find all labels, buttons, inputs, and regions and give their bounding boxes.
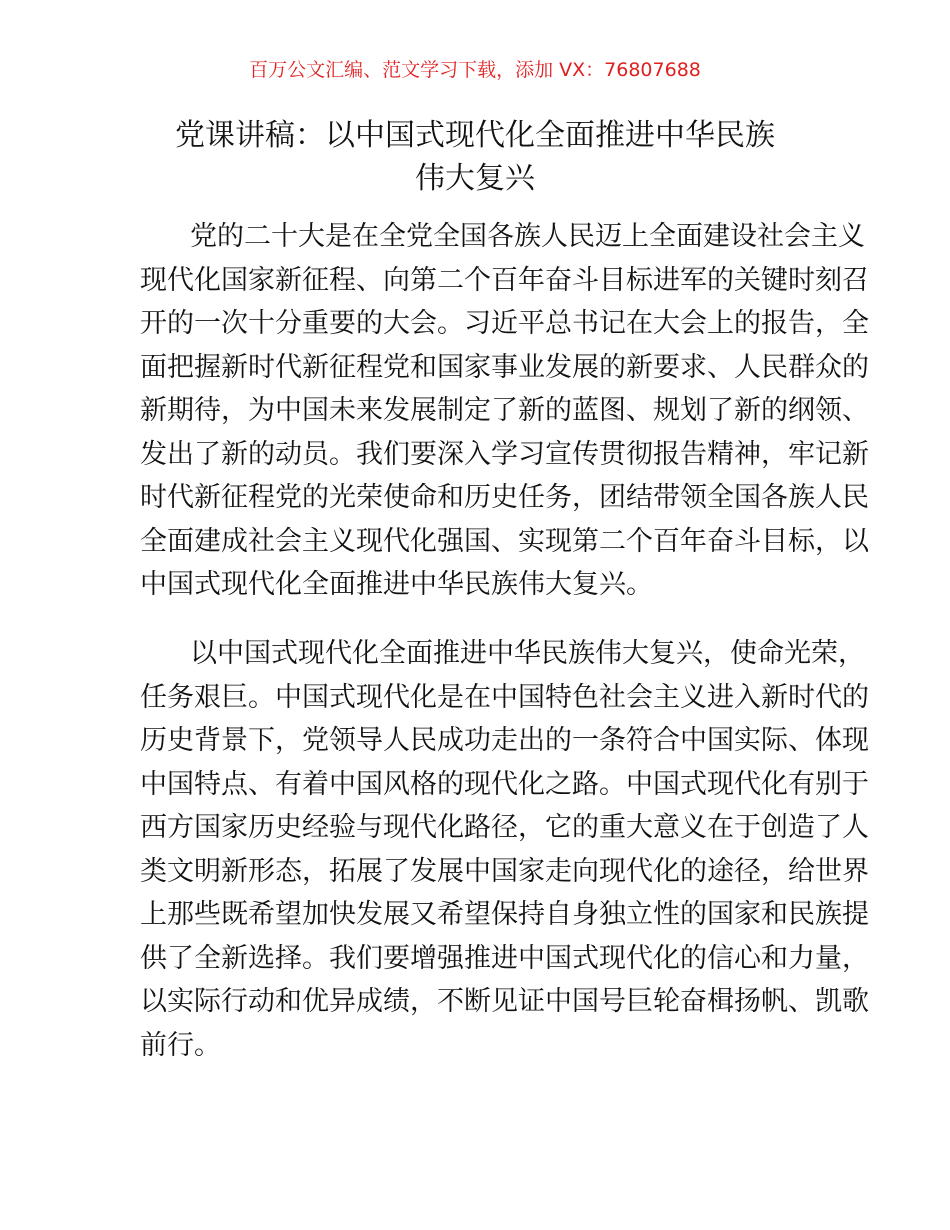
text-line: 开的一次十分重要的大会。习近平总书记在大会上的报告，全 — [140, 308, 869, 339]
text-line: 上那些既希望加快发展又希望保持自身独立性的国家和民族提 — [140, 899, 869, 930]
text-line: 以中国式现代化全面推进中华民族伟大复兴，使命光荣， — [190, 638, 865, 669]
text-line: 任务艰巨。中国式现代化是在中国特色社会主义进入新时代的 — [140, 681, 869, 713]
paragraph-2 — [140, 632, 869, 1067]
text-line: 前行。 — [140, 1029, 221, 1061]
document-title — [100, 114, 850, 200]
text-line: 面把握新时代新征程党和国家事业发展的新要求、人民群众的 — [140, 351, 869, 383]
text-line: 西方国家历史经验与现代化路径，它的重大意义在于创造了人 — [140, 812, 869, 843]
text-line: 全面建成社会主义现代化强国、实现第二个百年奋斗目标，以 — [140, 525, 869, 557]
text-line: 发出了新的动员。我们要深入学习宣传贯彻报告精神，牢记新 — [140, 438, 869, 470]
text-line: 现代化国家新征程、向第二个百年奋斗目标进军的关键时刻召 — [140, 264, 869, 296]
text-line: 党的二十大是在全党全国各族人民迈上全面建设社会主义 — [190, 221, 865, 252]
text-line: 以实际行动和优异成绩，不断见证中国号巨轮奋楫扬帆、凯歌 — [140, 986, 869, 1017]
text-line: 供了全新选择。我们要增强推进中国式现代化的信心和力量， — [140, 942, 869, 974]
text-line: 类文明新形态，拓展了发展中国家走向现代化的途径，给世界 — [140, 855, 869, 887]
text-line: 中国式现代化全面推进中华民族伟大复兴。 — [140, 569, 653, 600]
title-line-2: 伟大复兴 — [415, 161, 535, 196]
text-line: 中国特点、有着中国风格的现代化之路。中国式现代化有别于 — [140, 768, 869, 800]
paragraph-1 — [140, 215, 869, 607]
title-line-1: 党课讲稿：以中国式现代化全面推进中华民族 — [175, 118, 775, 153]
watermark-banner: 百万公文汇编、范文学习下载，添加 VX：76807688 — [249, 59, 701, 81]
text-line: 新期待，为中国未来发展制定了新的蓝图、规划了新的纲领、 — [140, 395, 869, 426]
text-line: 历史背景下，党领导人民成功走出的一条符合中国实际、体现 — [140, 725, 869, 756]
text-line: 时代新征程党的光荣使命和历史任务，团结带领全国各族人民 — [140, 482, 869, 513]
